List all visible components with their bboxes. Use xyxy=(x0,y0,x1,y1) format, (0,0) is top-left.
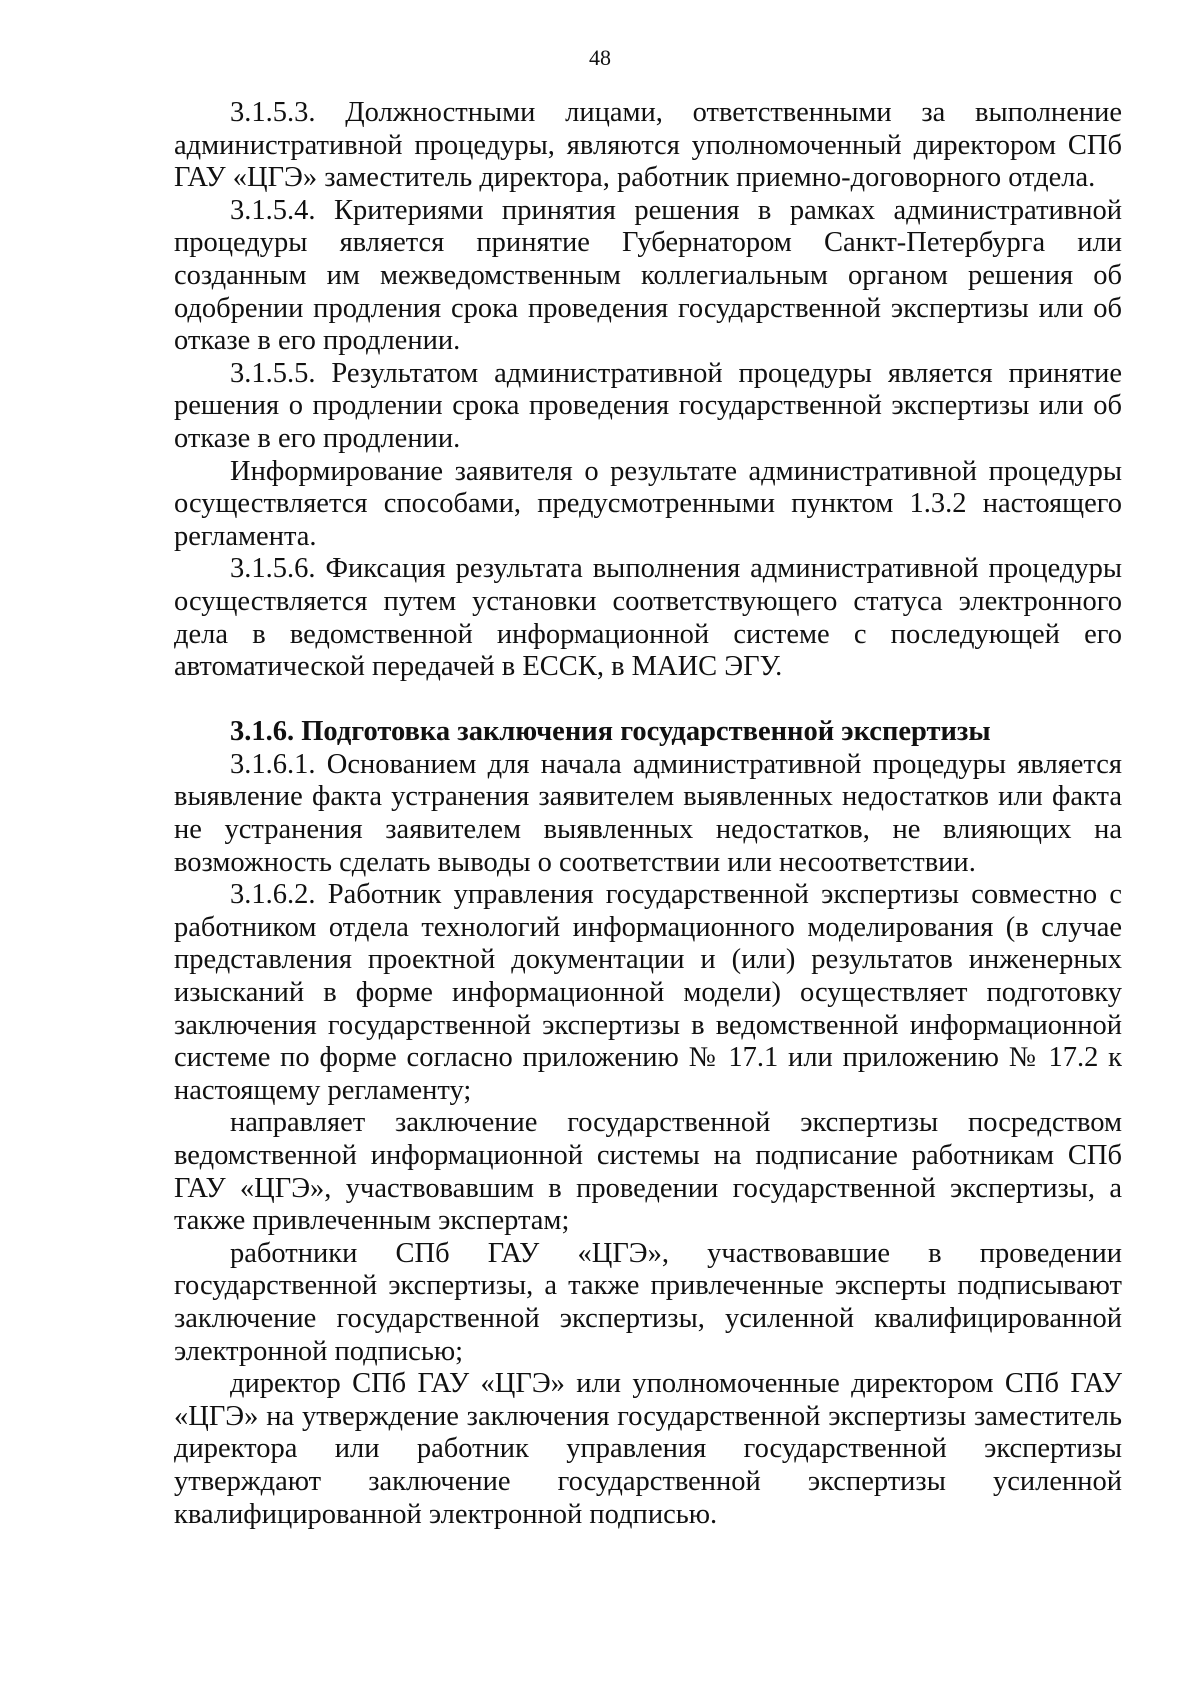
paragraph-3-1-6-1: 3.1.6.1. Основанием для начала административной процедуры является выявление факта устранения заявителем выявленных недостатков или факта не устранения заявителем выявленных недостатков, не влияющих на возможность сделать выводы о соответствии или несоответствии. xyxy=(174,748,1122,878)
document-body xyxy=(174,97,1122,1531)
paragraph-3-1-6-2: 3.1.6.2. Работник управления государственной экспертизы совместно с работником отдела технологий информационного моделирования (в случае представления проектной документации и (или) результатов инженерных изысканий в форме информационной модели) осуществляет подготовку заключения государственной экспертизы в ведомственной информационной системе по форме согласно приложению № 17.1 или приложению № 17.2 к настоящему регламенту; xyxy=(174,879,1122,1106)
paragraph-employees-sign: работники СПб ГАУ «ЦГЭ», участвовавшие в проведении государственной экспертизы, а также привлеченные эксперты подписывают заключение государственной экспертизы, усиленной квалифицированной электронной подписью; xyxy=(174,1237,1122,1367)
paragraph-sends-for-signing: направляет заключение государственной экспертизы посредством ведомственной информационной системы на подписание работникам СПб ГАУ «ЦГЭ», участвовавшим в проведении государственной экспертизы, а также привлеченным экспертам; xyxy=(174,1107,1122,1237)
paragraph-3-1-5-3: 3.1.5.3. Должностными лицами, ответственными за выполнение административной процедуры, являются уполномоченный директором СПб ГАУ «ЦГЭ» заместитель директора, работник приемно-договорного отдела. xyxy=(174,97,1122,194)
paragraph-informing-applicant: Информирование заявителя о результате административной процедуры осуществляется способами, предусмотренными пунктом 1.3.2 настоящего регламента. xyxy=(174,455,1122,552)
paragraph-3-1-5-4: 3.1.5.4. Критериями принятия решения в рамках административной процедуры является принятие Губернатором Санкт-Петербурга или созданным им межведомственным коллегиальным органом решения об одобрении продления срока проведения государственной экспертизы или об отказе в его продлении. xyxy=(174,194,1122,357)
paragraph-3-1-5-5: 3.1.5.5. Результатом административной процедуры является принятие решения о продлении срока проведения государственной экспертизы или об отказе в его продлении. xyxy=(174,357,1122,454)
section-heading-3-1-6: 3.1.6. Подготовка заключения государственной экспертизы xyxy=(230,716,991,748)
page-number: 48 xyxy=(589,45,611,70)
paragraph-3-1-5-6: 3.1.5.6. Фиксация результата выполнения административной процедуры осуществляется путем установки соответствующего статуса электронного дела в ведомственной информационной системе с последующей его автоматической передачей в ЕССК, в МАИС ЭГУ. xyxy=(174,553,1122,683)
paragraph-director-approves: директор СПб ГАУ «ЦГЭ» или уполномоченные директором СПб ГАУ «ЦГЭ» на утверждение заключения государственной экспертизы заместитель директора или работник управления государственной экспертизы утверждают заключение государственной экспертизы усиленной квалифицированной электронной подписью. xyxy=(174,1368,1122,1530)
